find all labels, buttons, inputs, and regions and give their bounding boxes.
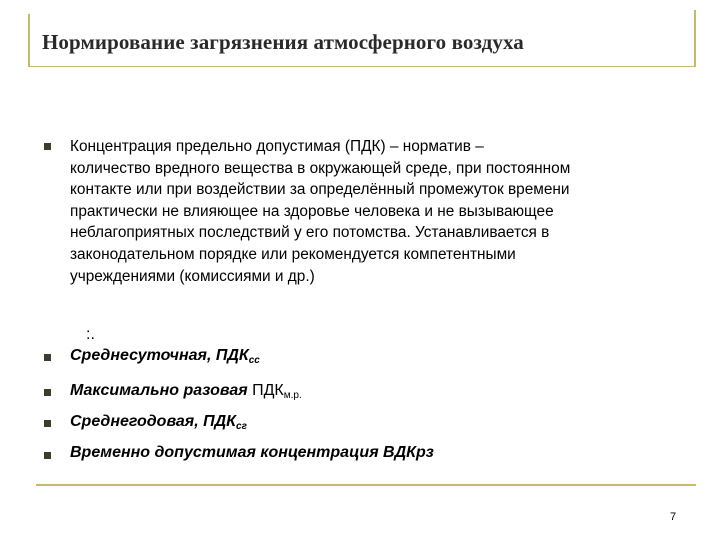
bottom-rule (36, 484, 696, 486)
item-sub: сг (236, 421, 247, 432)
item-rest: ПДК (247, 382, 284, 399)
definition-line: учреждениями (комиссиями и др.) (70, 267, 315, 285)
list-item-sg (70, 413, 247, 432)
definition-line: практически не влияющее на здоровье человека и не вызывающее (70, 202, 554, 220)
bullet-icon (44, 452, 51, 459)
bullet-icon (44, 143, 51, 150)
definition-paragraph (70, 136, 680, 287)
item-sub: сс (248, 355, 260, 366)
slide-title: Нормирование загрязнения атмосферного воздуха (42, 30, 524, 54)
definition-term: Концентрация предельно допустимая (70, 138, 341, 155)
item-sub: м.р. (283, 390, 302, 401)
page-number: 7 (670, 511, 677, 523)
definition-line: неблагоприятных последствий у его потомства. Устанавливается в (70, 224, 550, 242)
separator: :. (86, 326, 95, 343)
list-item-mr (70, 382, 302, 401)
item-label: Среднесуточная, ПДК (70, 347, 249, 364)
item-label: Максимально разовая (70, 382, 248, 399)
definition-line: количество вредного вещества в окружающей среде, при постоянном (70, 159, 571, 177)
bullet-icon (44, 420, 51, 427)
item-label: Временно допустимая концентрация ВДКрз (70, 444, 434, 461)
definition-line-1 (70, 136, 680, 158)
definition-text: – норматив – (385, 138, 484, 155)
item-label: Среднегодовая, ПДК (70, 413, 237, 430)
definition-abbr: (ПДК) (344, 138, 386, 155)
definition-line: законодательном порядке или рекомендуется компетентными (70, 245, 516, 263)
list-item-sss (70, 347, 260, 366)
bullet-icon (44, 354, 51, 361)
list-item-vdk (70, 444, 434, 462)
definition-line: контакте или при воздействии за определённый промежуток времени (70, 181, 570, 199)
bullet-icon (44, 389, 51, 396)
